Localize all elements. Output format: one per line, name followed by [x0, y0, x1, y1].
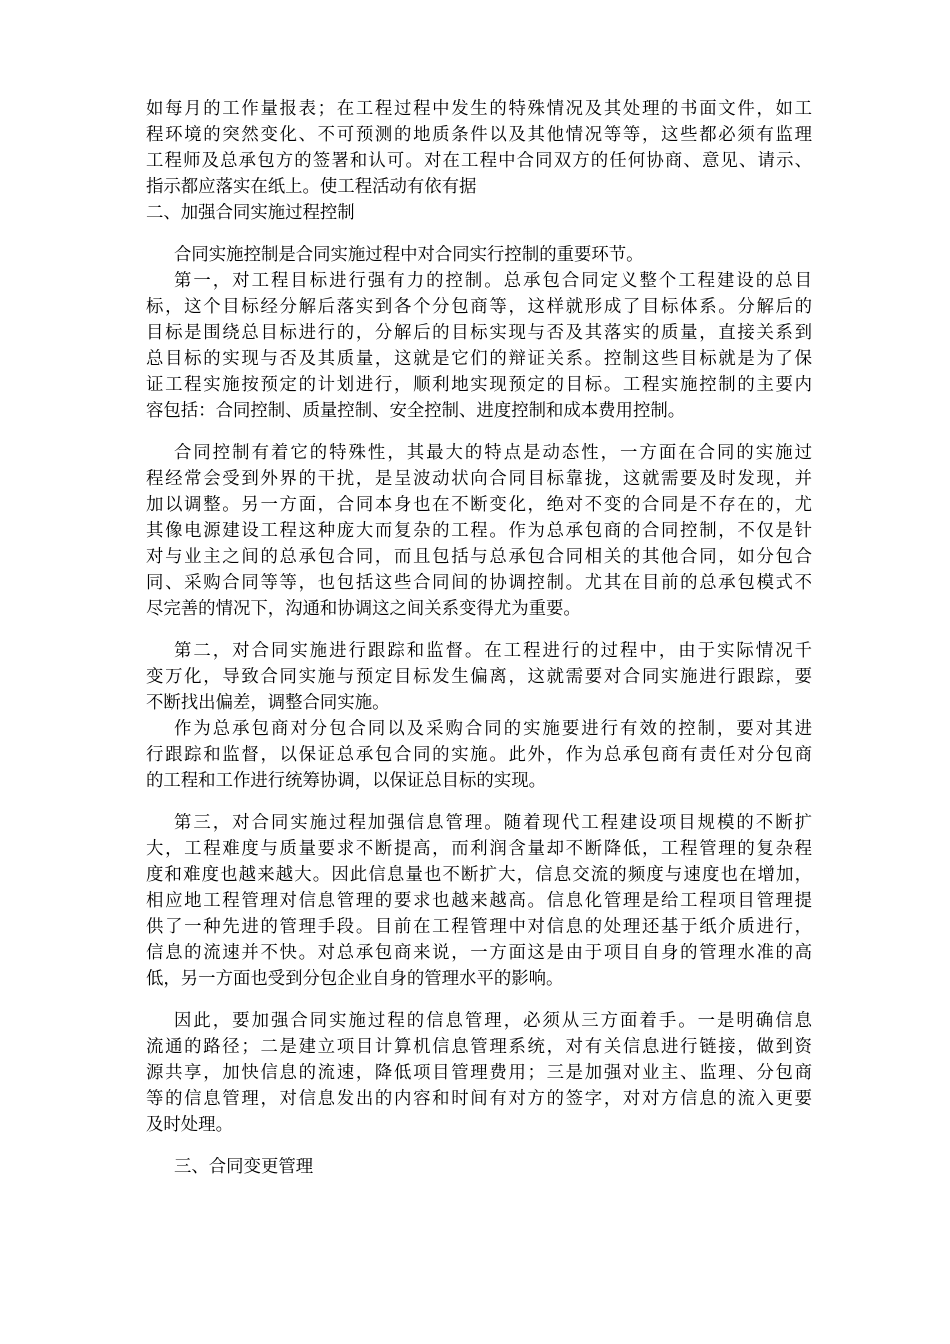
text-line: 对与业主之间的总承包合同，而且包括与总承包合同相关的其他合同，如分包合: [146, 547, 812, 567]
section-heading-2: 二、加强合同实施过程控制: [146, 203, 355, 223]
text-line: 如每月的工作量报表；在工程过程中发生的特殊情况及其处理的书面文件，如工: [146, 99, 812, 119]
spacer: [146, 794, 812, 810]
paragraph-7: [146, 810, 812, 992]
text-line: 加以调整。另一方面，合同本身也在不断变化，绝对不变的合同是不存在的，尤: [146, 495, 812, 515]
paragraph-6: [146, 716, 812, 794]
paragraph-3: [146, 268, 812, 424]
text-line: 总目标的实现与否及其质量，这就是它们的辩证关系。控制这些目标就是为了保: [146, 349, 812, 369]
spacer: [146, 992, 812, 1008]
text-line: 合同实施控制是合同实施过程中对合同实行控制的重要环节。: [174, 245, 644, 265]
text-line: 工程师及总承包方的签署和认可。对在工程中合同双方的任何协商、意见、请示、: [146, 151, 812, 171]
text-line: 指示都应落实在纸上。使工程活动有依有据: [146, 177, 477, 197]
spacer: [146, 1138, 812, 1154]
text-line: 同、采购合同等等，也包括这些合同间的协调控制。尤其在目前的总承包模式不: [146, 573, 812, 593]
text-line: 及时处理。: [146, 1115, 233, 1135]
text-line: 程环境的突然变化、不可预测的地质条件以及其他情况等等，这些都必须有监理: [146, 125, 812, 145]
spacer: [146, 424, 812, 440]
text-line: 目标是围绕总目标进行的，分解后的目标实现与否及其落实的质量，直接关系到: [146, 323, 812, 343]
text-line: 第一，对工程目标进行强有力的控制。总承包合同定义整个工程建设的总目: [174, 271, 812, 291]
text-line: 合同控制有着它的特殊性，其最大的特点是动态性，一方面在合同的实施过: [174, 443, 812, 463]
text-line: 尽完善的情况下，沟通和协调这之间关系变得尤为重要。: [146, 599, 581, 619]
text-line: 相应地工程管理对信息管理的要求也越来越高。信息化管理是给工程项目管理提: [146, 891, 812, 911]
paragraph-4: [146, 440, 812, 622]
text-line: 行跟踪和监督，以保证总承包合同的实施。此外，作为总承包商有责任对分包商: [146, 745, 812, 765]
text-line: 大，工程难度与质量要求不断提高，而利润含量却不断降低，工程管理的复杂程: [146, 839, 812, 859]
text-line: 供了一种先进的管理手段。目前在工程管理中对信息的处理还基于纸介质进行，: [146, 917, 812, 937]
spacer: [146, 226, 812, 242]
paragraph-8: [146, 1008, 812, 1138]
text-line: 的工程和工作进行统筹协调，以保证总目标的实现。: [146, 771, 546, 791]
text-line: 标，这个目标经分解后落实到各个分包商等，这样就形成了目标体系。分解后的: [146, 297, 812, 317]
text-line: 容包括：合同控制、质量控制、安全控制、进度控制和成本费用控制。: [146, 401, 686, 421]
paragraph-5: [146, 638, 812, 716]
text-line: 流通的路径；二是建立项目计算机信息管理系统，对有关信息进行链接，做到资: [146, 1037, 812, 1057]
text-line: 第二，对合同实施进行跟踪和监督。在工程进行的过程中，由于实际情况千: [174, 641, 812, 661]
text-line: 不断找出偏差，调整合同实施。: [146, 693, 390, 713]
section-heading-3: 三、合同变更管理: [174, 1157, 314, 1177]
document-body: [146, 96, 812, 1180]
text-line: 等的信息管理，对信息发出的内容和时间有对方的签字，对对方信息的流入更要: [146, 1089, 812, 1109]
text-line: 证工程实施按预定的计划进行，顺利地实现预定的目标。工程实施控制的主要内: [146, 375, 812, 395]
text-line: 变万化，导致合同实施与预定目标发生偏离，这就需要对合同实施进行跟踪，要: [146, 667, 812, 687]
text-line: 信息的流速并不快。对总承包商来说，一方面这是由于项目自身的管理水准的高: [146, 943, 812, 963]
text-line: 因此，要加强合同实施过程的信息管理，必须从三方面着手。一是明确信息: [174, 1011, 812, 1031]
spacer: [146, 622, 812, 638]
text-line: 作为总承包商对分包合同以及采购合同的实施要进行有效的控制，要对其进: [174, 719, 812, 739]
text-line: 低，另一方面也受到分包企业自身的管理水平的影响。: [146, 969, 564, 989]
text-line: 第三，对合同实施过程加强信息管理。随着现代工程建设项目规模的不断扩: [174, 813, 812, 833]
paragraph-2: [146, 242, 812, 268]
paragraph-1: [146, 96, 812, 200]
text-line: 程经常会受到外界的干扰，是呈波动状向合同目标靠拢，这就需要及时发现，并: [146, 469, 812, 489]
text-line: 度和难度也越来越大。因此信息量也不断扩大，信息交流的频度与速度也在增加，: [146, 865, 812, 885]
text-line: 源共享，加快信息的流速，降低项目管理费用；三是加强对业主、监理、分包商: [146, 1063, 812, 1083]
text-line: 其像电源建设工程这种庞大而复杂的工程。作为总承包商的合同控制，不仅是针: [146, 521, 812, 541]
